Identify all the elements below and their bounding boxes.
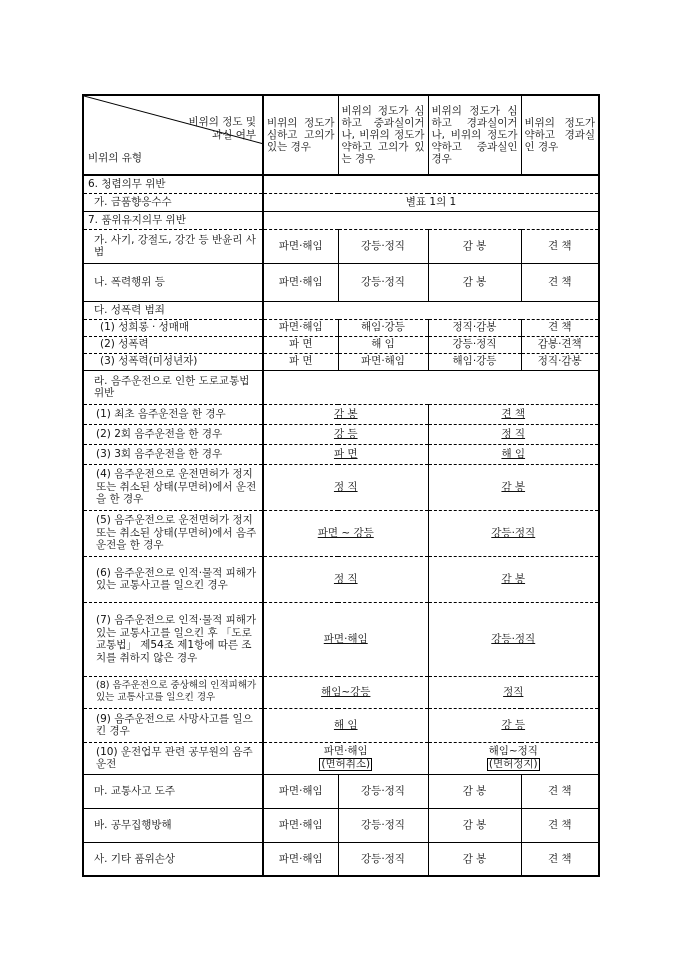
header-type-label: 비위의 유형 bbox=[88, 151, 143, 164]
cell: 견 책 bbox=[521, 808, 599, 842]
disciplinary-standards-table bbox=[82, 94, 600, 877]
cell: 견 책 bbox=[521, 263, 599, 301]
cell: 견 책 bbox=[521, 842, 599, 876]
section-6-title: 6. 청렴의무 위반 bbox=[83, 175, 263, 193]
cell: 파면·해임 bbox=[263, 229, 338, 263]
s6-a-value: 별표 1의 1 bbox=[263, 193, 599, 211]
table-row bbox=[83, 808, 599, 842]
row-label: (10) 운전업무 관련 공무원의 음주운전 bbox=[83, 742, 263, 774]
table-row bbox=[83, 742, 599, 774]
table-row bbox=[83, 424, 599, 444]
cell: 강등·정직 bbox=[338, 229, 428, 263]
table-row bbox=[83, 708, 599, 742]
cell: 파면·해임 bbox=[323, 745, 368, 758]
cell: 파면·해임 bbox=[263, 263, 338, 301]
cell: 파면·해임 bbox=[323, 632, 368, 645]
cell: 파면·해임 bbox=[263, 774, 338, 808]
section-row bbox=[83, 211, 599, 229]
s6-a-label: 가. 금품향응수수 bbox=[83, 193, 263, 211]
table-row bbox=[83, 842, 599, 876]
section-7-title: 7. 품위유지의무 위반 bbox=[83, 211, 263, 229]
cell: 해임·강등 bbox=[338, 319, 428, 336]
cell: 감 봉 bbox=[501, 572, 526, 585]
cell: 파면 ~ 강등 bbox=[317, 526, 374, 539]
table-row bbox=[83, 319, 599, 336]
cell: 감 봉 bbox=[428, 808, 521, 842]
cell: 정직·감봉 bbox=[521, 353, 599, 370]
cell: 감 봉 bbox=[428, 842, 521, 876]
license-suspended-box: (면허정지) bbox=[488, 757, 538, 770]
cell: 감봉·견책 bbox=[521, 336, 599, 353]
row-label: (4) 음주운전으로 운전면허가 정지 또는 취소된 상태(무면허)에서 운전을 한 경우 bbox=[83, 464, 263, 510]
cell: 강등·정직 bbox=[338, 808, 428, 842]
cell: 해 임 bbox=[338, 336, 428, 353]
cell: 정 직 bbox=[333, 480, 358, 493]
row-label: (5) 음주운전으로 운전면허가 정지 또는 취소된 상태(무면허)에서 음주운전을 한 경우 bbox=[83, 510, 263, 556]
cell: 견 책 bbox=[521, 774, 599, 808]
row-label: (6) 음주운전으로 인적·물적 피해가 있는 교통사고를 일으킨 경우 bbox=[83, 556, 263, 602]
cell: 강등·정직 bbox=[491, 526, 536, 539]
cell: 파 면 bbox=[263, 353, 338, 370]
header-row bbox=[83, 95, 599, 175]
cell: 강등·정직 bbox=[338, 842, 428, 876]
s7-ra-label: 라. 음주운전으로 인한 도로교통법 위반 bbox=[83, 370, 263, 404]
cell: 견 책 bbox=[521, 229, 599, 263]
cell: 감 봉 bbox=[333, 407, 358, 420]
diagonal-header-cell bbox=[83, 95, 263, 175]
cell: 정 직 bbox=[333, 572, 358, 585]
header-col-1: 비위의 정도가 심하고 고의가 있는 경우 bbox=[263, 95, 338, 175]
table-row bbox=[83, 229, 599, 263]
table-row bbox=[83, 464, 599, 510]
cell: 해 임 bbox=[333, 718, 358, 731]
s7-da-label: 다. 성폭력 범죄 bbox=[83, 301, 263, 319]
cell: 강등·정직 bbox=[338, 774, 428, 808]
header-col-2: 비위의 정도가 심하고 중과실이거나, 비위의 정도가 약하고 고의가 있는 경우 bbox=[338, 95, 428, 175]
cell: 파면·해임 bbox=[263, 319, 338, 336]
table-row bbox=[83, 193, 599, 211]
cell: 파면·해임 bbox=[263, 842, 338, 876]
table-row bbox=[83, 774, 599, 808]
table-row bbox=[83, 676, 599, 708]
row-label: (1) 최초 음주운전을 한 경우 bbox=[83, 404, 263, 424]
cell: 강 등 bbox=[333, 427, 358, 440]
cell: 정직 bbox=[503, 685, 524, 698]
cell: 강 등 bbox=[501, 718, 526, 731]
table-row bbox=[83, 556, 599, 602]
table-row bbox=[83, 510, 599, 556]
row-label: (3) 성폭력(미성년자) bbox=[83, 353, 263, 370]
cell: 강등·정직 bbox=[428, 336, 521, 353]
section-row bbox=[83, 301, 599, 319]
cell: 견 책 bbox=[521, 319, 599, 336]
cell: 해임~정직 bbox=[488, 745, 538, 758]
s7-ga-label: 가. 사기, 강절도, 강간 등 반윤리 사범 bbox=[83, 229, 263, 263]
table-row bbox=[83, 444, 599, 464]
s7-ma-label: 마. 교통사고 도주 bbox=[83, 774, 263, 808]
row-label: (1) 성희롱 · 성매매 bbox=[83, 319, 263, 336]
header-col-4: 비위의 정도가 약하고 경과실인 경우 bbox=[521, 95, 599, 175]
section-row bbox=[83, 175, 599, 193]
table-row bbox=[83, 263, 599, 301]
cell: 감 봉 bbox=[428, 263, 521, 301]
cell: 파면·해임 bbox=[263, 808, 338, 842]
header-severity-label: 비위의 정도 및 과실 여부 bbox=[188, 116, 256, 141]
cell: 강등·정직 bbox=[491, 632, 536, 645]
cell: 견 책 bbox=[501, 407, 526, 420]
cell: 해 임 bbox=[501, 447, 526, 460]
cell: 강등·정직 bbox=[338, 263, 428, 301]
cell: 감 봉 bbox=[428, 229, 521, 263]
table-row bbox=[83, 336, 599, 353]
row-label: (7) 음주운전으로 인적·물적 피해가 있는 교통사고를 일으킨 후 「도로교통법」 제54조 제1항에 따른 조치를 취하지 않은 경우 bbox=[83, 602, 263, 676]
cell: 감 봉 bbox=[501, 480, 526, 493]
cell: 정 직 bbox=[501, 427, 526, 440]
table-row bbox=[83, 404, 599, 424]
license-revoked-box: (면허취소) bbox=[321, 757, 371, 770]
row-label: (3) 3회 음주운전을 한 경우 bbox=[83, 444, 263, 464]
row-label: (2) 성폭력 bbox=[83, 336, 263, 353]
s7-na-label: 나. 폭력행위 등 bbox=[83, 263, 263, 301]
cell: 파 면 bbox=[263, 336, 338, 353]
cell: 정직·감봉 bbox=[428, 319, 521, 336]
cell: 파면·해임 bbox=[338, 353, 428, 370]
cell: 감 봉 bbox=[428, 774, 521, 808]
section-row bbox=[83, 370, 599, 404]
s7-sa-label: 사. 기타 품위손상 bbox=[83, 842, 263, 876]
cell: 해임·강등 bbox=[428, 353, 521, 370]
table-row bbox=[83, 602, 599, 676]
row-label: (8) 음주운전으로 중상해의 인적피해가 있는 교통사고를 일으킨 경우 bbox=[83, 676, 263, 708]
s7-ba-label: 바. 공무집행방해 bbox=[83, 808, 263, 842]
row-label: (2) 2회 음주운전을 한 경우 bbox=[83, 424, 263, 444]
table-row bbox=[83, 353, 599, 370]
cell: 파 면 bbox=[333, 447, 358, 460]
cell: 해임~강등 bbox=[321, 685, 371, 698]
row-label: (9) 음주운전으로 사망사고를 일으킨 경우 bbox=[83, 708, 263, 742]
header-col-3: 비위의 정도가 심하고 경과실이거나, 비위의 정도가 약하고 중과실인 경우 bbox=[428, 95, 521, 175]
